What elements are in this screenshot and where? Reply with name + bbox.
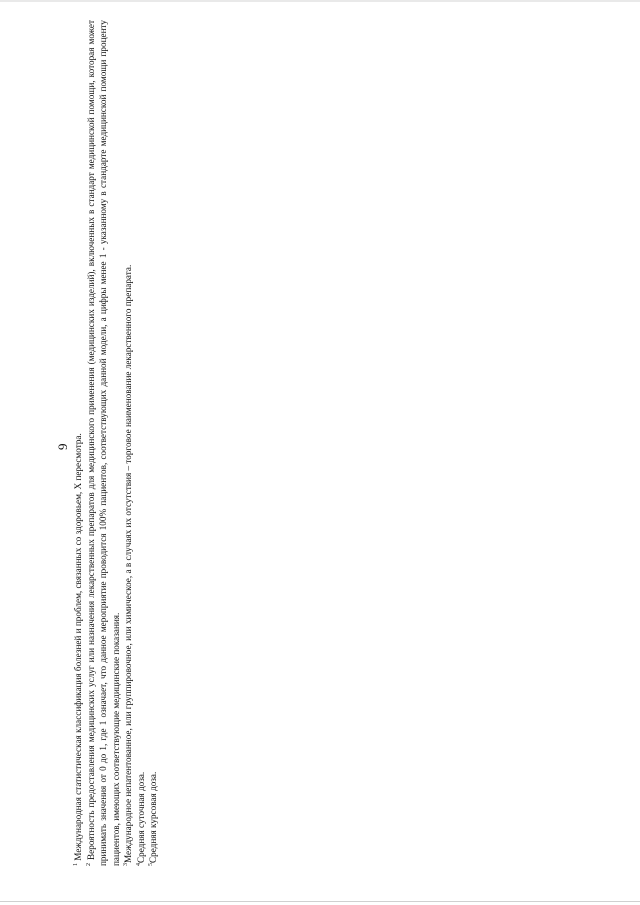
footnote-5 <box>147 20 160 880</box>
footnote-mark: 5 <box>148 863 154 866</box>
footnote-3 <box>122 20 135 880</box>
footnote-text: Средняя суточная доза. <box>135 771 146 863</box>
scan-edge-top <box>0 0 640 2</box>
rotated-content <box>56 20 176 880</box>
footnote-mark: 3 <box>123 863 129 866</box>
footnotes <box>72 20 160 880</box>
scan-edge-bottom <box>0 901 640 902</box>
footnote-text: Средняя курсовая доза. <box>148 771 158 863</box>
footnote-text: Международное непатентованное, или группировочное, или химическое, а в случаях их отсутствия – торговое наименование лекарственного препарата. <box>123 264 133 863</box>
footnote-mark: 1 <box>73 863 79 866</box>
footnote-2 <box>85 20 123 880</box>
page-number: 9 <box>55 443 70 450</box>
footnote-text: Вероятность предоставления медицинских услуг или назначения лекарственных препаратов для медицинского применения (медицинских изделий), включенных в стандарт медицинской помощи, которая может принимать значения от 0 до 1, где 1 означает, что данное мероприятие проводится 100% пациентов, соответствующих данной модели, а цифры менее 1 - указанному в стандарте медицинской помощи проценту пациентов, имеющих соответствующие медицинские показания. <box>85 20 121 866</box>
footnote-mark: 2 <box>85 863 92 866</box>
footnote-1 <box>72 20 85 880</box>
footnote-mark: 4 <box>135 863 142 866</box>
footnote-text: Международная статистическая классификация болезней и проблем, связанных со здоровьем, X пересмотра. <box>73 433 83 861</box>
footnote-4 <box>135 20 148 880</box>
